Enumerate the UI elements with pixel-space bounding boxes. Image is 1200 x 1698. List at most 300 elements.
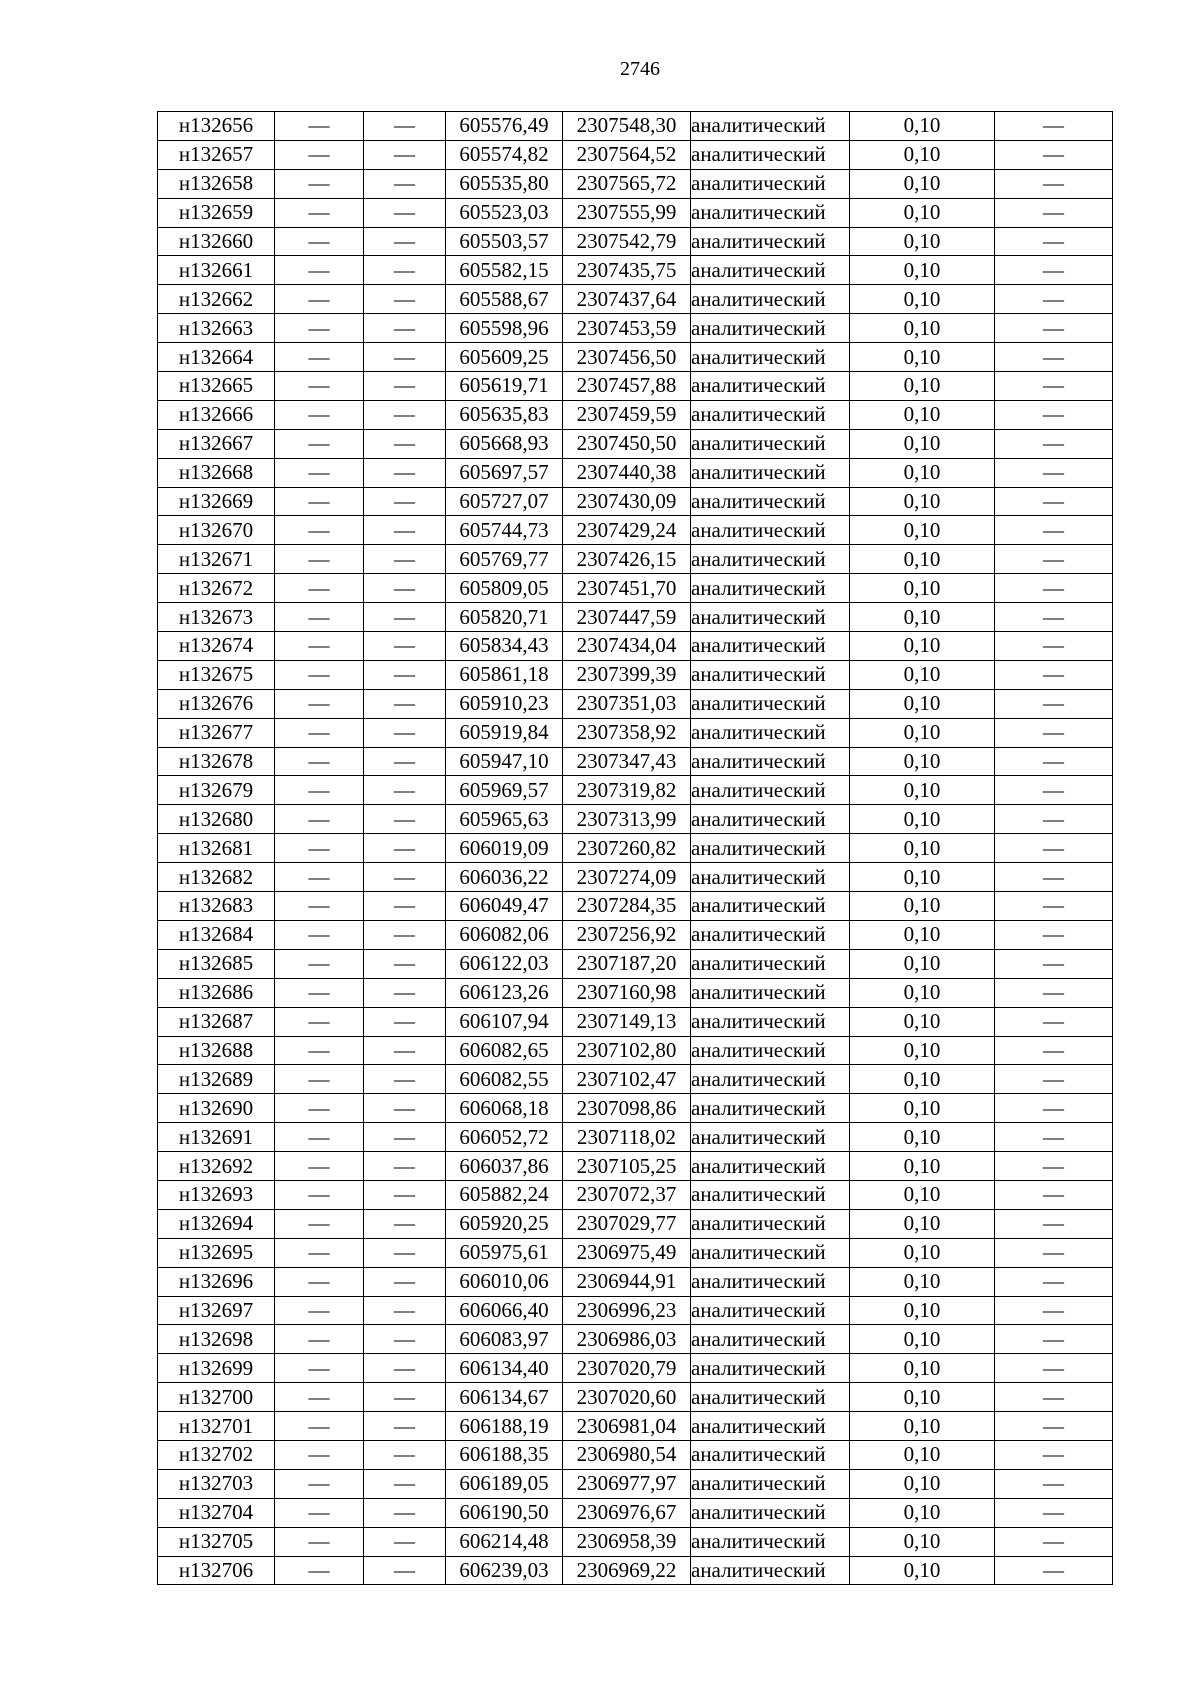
table-row bbox=[158, 314, 1113, 343]
dash-cell: — bbox=[275, 1007, 364, 1036]
dash-cell: — bbox=[364, 747, 446, 776]
y-coordinate-cell: 2307020,60 bbox=[563, 1383, 691, 1412]
y-coordinate-cell: 2307102,80 bbox=[563, 1036, 691, 1065]
method-cell: аналитический bbox=[691, 1094, 850, 1123]
point-name-cell: н132674 bbox=[158, 632, 275, 661]
y-coordinate-cell: 2307260,82 bbox=[563, 834, 691, 863]
dash-cell: — bbox=[275, 1383, 364, 1412]
dash-cell: — bbox=[364, 892, 446, 921]
x-coordinate-cell: 606107,94 bbox=[446, 1007, 563, 1036]
y-coordinate-cell: 2307456,50 bbox=[563, 343, 691, 372]
dash-cell: — bbox=[995, 1296, 1113, 1325]
x-coordinate-cell: 605919,84 bbox=[446, 718, 563, 747]
method-cell: аналитический bbox=[691, 1065, 850, 1094]
dash-cell: — bbox=[995, 776, 1113, 805]
point-name-cell: н132659 bbox=[158, 198, 275, 227]
point-name-cell: н132699 bbox=[158, 1354, 275, 1383]
accuracy-cell: 0,10 bbox=[850, 429, 995, 458]
dash-cell: — bbox=[364, 545, 446, 574]
dash-cell: — bbox=[275, 805, 364, 834]
dash-cell: — bbox=[364, 1180, 446, 1209]
method-cell: аналитический bbox=[691, 372, 850, 401]
table-row bbox=[158, 1007, 1113, 1036]
table-row bbox=[158, 776, 1113, 805]
method-cell: аналитический bbox=[691, 1123, 850, 1152]
table-row bbox=[158, 112, 1113, 141]
point-name-cell: н132662 bbox=[158, 285, 275, 314]
point-name-cell: н132656 bbox=[158, 112, 275, 141]
table-row bbox=[158, 892, 1113, 921]
table-row bbox=[158, 1123, 1113, 1152]
accuracy-cell: 0,10 bbox=[850, 718, 995, 747]
x-coordinate-cell: 606122,03 bbox=[446, 949, 563, 978]
table-row bbox=[158, 198, 1113, 227]
x-coordinate-cell: 606082,06 bbox=[446, 920, 563, 949]
method-cell: аналитический bbox=[691, 718, 850, 747]
y-coordinate-cell: 2307437,64 bbox=[563, 285, 691, 314]
point-name-cell: н132676 bbox=[158, 689, 275, 718]
x-coordinate-cell: 605809,05 bbox=[446, 574, 563, 603]
dash-cell: — bbox=[275, 1065, 364, 1094]
point-name-cell: н132660 bbox=[158, 227, 275, 256]
method-cell: аналитический bbox=[691, 1556, 850, 1585]
method-cell: аналитический bbox=[691, 1267, 850, 1296]
dash-cell: — bbox=[364, 1296, 446, 1325]
y-coordinate-cell: 2307548,30 bbox=[563, 112, 691, 141]
point-name-cell: н132692 bbox=[158, 1152, 275, 1181]
y-coordinate-cell: 2306976,67 bbox=[563, 1498, 691, 1527]
accuracy-cell: 0,10 bbox=[850, 112, 995, 141]
accuracy-cell: 0,10 bbox=[850, 978, 995, 1007]
point-name-cell: н132665 bbox=[158, 372, 275, 401]
accuracy-cell: 0,10 bbox=[850, 632, 995, 661]
x-coordinate-cell: 605882,24 bbox=[446, 1180, 563, 1209]
accuracy-cell: 0,10 bbox=[850, 574, 995, 603]
dash-cell: — bbox=[364, 776, 446, 805]
dash-cell: — bbox=[275, 545, 364, 574]
accuracy-cell: 0,10 bbox=[850, 1267, 995, 1296]
y-coordinate-cell: 2307351,03 bbox=[563, 689, 691, 718]
accuracy-cell: 0,10 bbox=[850, 1527, 995, 1556]
x-coordinate-cell: 605619,71 bbox=[446, 372, 563, 401]
dash-cell: — bbox=[275, 314, 364, 343]
dash-cell: — bbox=[995, 1238, 1113, 1267]
table-row bbox=[158, 1296, 1113, 1325]
point-name-cell: н132661 bbox=[158, 256, 275, 285]
method-cell: аналитический bbox=[691, 1469, 850, 1498]
dash-cell: — bbox=[995, 1383, 1113, 1412]
dash-cell: — bbox=[364, 1354, 446, 1383]
method-cell: аналитический bbox=[691, 1007, 850, 1036]
accuracy-cell: 0,10 bbox=[850, 314, 995, 343]
method-cell: аналитический bbox=[691, 1152, 850, 1181]
method-cell: аналитический bbox=[691, 892, 850, 921]
y-coordinate-cell: 2307426,15 bbox=[563, 545, 691, 574]
point-name-cell: н132701 bbox=[158, 1412, 275, 1441]
y-coordinate-cell: 2307313,99 bbox=[563, 805, 691, 834]
y-coordinate-cell: 2307098,86 bbox=[563, 1094, 691, 1123]
x-coordinate-cell: 606190,50 bbox=[446, 1498, 563, 1527]
y-coordinate-cell: 2307187,20 bbox=[563, 949, 691, 978]
method-cell: аналитический bbox=[691, 1180, 850, 1209]
coordinates-table bbox=[157, 111, 1113, 1585]
table-row bbox=[158, 978, 1113, 1007]
point-name-cell: н132663 bbox=[158, 314, 275, 343]
dash-cell: — bbox=[275, 227, 364, 256]
accuracy-cell: 0,10 bbox=[850, 487, 995, 516]
table-row bbox=[158, 285, 1113, 314]
dash-cell: — bbox=[364, 1209, 446, 1238]
point-name-cell: н132671 bbox=[158, 545, 275, 574]
dash-cell: — bbox=[275, 1267, 364, 1296]
method-cell: аналитический bbox=[691, 603, 850, 632]
dash-cell: — bbox=[364, 834, 446, 863]
x-coordinate-cell: 605727,07 bbox=[446, 487, 563, 516]
y-coordinate-cell: 2307256,92 bbox=[563, 920, 691, 949]
accuracy-cell: 0,10 bbox=[850, 660, 995, 689]
method-cell: аналитический bbox=[691, 256, 850, 285]
accuracy-cell: 0,10 bbox=[850, 747, 995, 776]
dash-cell: — bbox=[995, 603, 1113, 632]
accuracy-cell: 0,10 bbox=[850, 545, 995, 574]
point-name-cell: н132681 bbox=[158, 834, 275, 863]
method-cell: аналитический bbox=[691, 285, 850, 314]
x-coordinate-cell: 605834,43 bbox=[446, 632, 563, 661]
point-name-cell: н132704 bbox=[158, 1498, 275, 1527]
x-coordinate-cell: 606010,06 bbox=[446, 1267, 563, 1296]
method-cell: аналитический bbox=[691, 574, 850, 603]
x-coordinate-cell: 605582,15 bbox=[446, 256, 563, 285]
y-coordinate-cell: 2307020,79 bbox=[563, 1354, 691, 1383]
table-row bbox=[158, 920, 1113, 949]
table-row bbox=[158, 863, 1113, 892]
dash-cell: — bbox=[995, 863, 1113, 892]
x-coordinate-cell: 606036,22 bbox=[446, 863, 563, 892]
table-row bbox=[158, 718, 1113, 747]
dash-cell: — bbox=[995, 400, 1113, 429]
method-cell: аналитический bbox=[691, 660, 850, 689]
point-name-cell: н132669 bbox=[158, 487, 275, 516]
x-coordinate-cell: 605965,63 bbox=[446, 805, 563, 834]
method-cell: аналитический bbox=[691, 689, 850, 718]
table-row bbox=[158, 1383, 1113, 1412]
accuracy-cell: 0,10 bbox=[850, 343, 995, 372]
dash-cell: — bbox=[364, 1094, 446, 1123]
y-coordinate-cell: 2306975,49 bbox=[563, 1238, 691, 1267]
method-cell: аналитический bbox=[691, 834, 850, 863]
point-name-cell: н132687 bbox=[158, 1007, 275, 1036]
dash-cell: — bbox=[364, 343, 446, 372]
dash-cell: — bbox=[364, 1065, 446, 1094]
dash-cell: — bbox=[364, 978, 446, 1007]
y-coordinate-cell: 2307274,09 bbox=[563, 863, 691, 892]
x-coordinate-cell: 605576,49 bbox=[446, 112, 563, 141]
dash-cell: — bbox=[364, 487, 446, 516]
dash-cell: — bbox=[995, 1325, 1113, 1354]
dash-cell: — bbox=[995, 1267, 1113, 1296]
dash-cell: — bbox=[995, 372, 1113, 401]
accuracy-cell: 0,10 bbox=[850, 516, 995, 545]
point-name-cell: н132695 bbox=[158, 1238, 275, 1267]
x-coordinate-cell: 606052,72 bbox=[446, 1123, 563, 1152]
dash-cell: — bbox=[275, 372, 364, 401]
dash-cell: — bbox=[275, 1123, 364, 1152]
table-row bbox=[158, 1556, 1113, 1585]
x-coordinate-cell: 606134,67 bbox=[446, 1383, 563, 1412]
point-name-cell: н132667 bbox=[158, 429, 275, 458]
dash-cell: — bbox=[364, 458, 446, 487]
dash-cell: — bbox=[995, 314, 1113, 343]
dash-cell: — bbox=[275, 343, 364, 372]
accuracy-cell: 0,10 bbox=[850, 1354, 995, 1383]
dash-cell: — bbox=[364, 805, 446, 834]
dash-cell: — bbox=[995, 632, 1113, 661]
dash-cell: — bbox=[364, 1498, 446, 1527]
y-coordinate-cell: 2307429,24 bbox=[563, 516, 691, 545]
accuracy-cell: 0,10 bbox=[850, 227, 995, 256]
accuracy-cell: 0,10 bbox=[850, 1209, 995, 1238]
table-row bbox=[158, 1440, 1113, 1469]
dash-cell: — bbox=[275, 1469, 364, 1498]
point-name-cell: н132682 bbox=[158, 863, 275, 892]
dash-cell: — bbox=[995, 978, 1113, 1007]
table-row bbox=[158, 1469, 1113, 1498]
accuracy-cell: 0,10 bbox=[850, 458, 995, 487]
dash-cell: — bbox=[995, 1556, 1113, 1585]
method-cell: аналитический bbox=[691, 487, 850, 516]
y-coordinate-cell: 2307347,43 bbox=[563, 747, 691, 776]
x-coordinate-cell: 606123,26 bbox=[446, 978, 563, 1007]
point-name-cell: н132694 bbox=[158, 1209, 275, 1238]
point-name-cell: н132684 bbox=[158, 920, 275, 949]
table-row bbox=[158, 1325, 1113, 1354]
method-cell: аналитический bbox=[691, 1383, 850, 1412]
point-name-cell: н132657 bbox=[158, 140, 275, 169]
accuracy-cell: 0,10 bbox=[850, 892, 995, 921]
dash-cell: — bbox=[364, 1007, 446, 1036]
x-coordinate-cell: 605609,25 bbox=[446, 343, 563, 372]
dash-cell: — bbox=[275, 1238, 364, 1267]
dash-cell: — bbox=[275, 1440, 364, 1469]
point-name-cell: н132689 bbox=[158, 1065, 275, 1094]
point-name-cell: н132698 bbox=[158, 1325, 275, 1354]
dash-cell: — bbox=[364, 429, 446, 458]
point-name-cell: н132697 bbox=[158, 1296, 275, 1325]
x-coordinate-cell: 606049,47 bbox=[446, 892, 563, 921]
method-cell: аналитический bbox=[691, 1498, 850, 1527]
dash-cell: — bbox=[275, 285, 364, 314]
x-coordinate-cell: 605635,83 bbox=[446, 400, 563, 429]
dash-cell: — bbox=[364, 1152, 446, 1181]
dash-cell: — bbox=[275, 1152, 364, 1181]
point-name-cell: н132702 bbox=[158, 1440, 275, 1469]
dash-cell: — bbox=[275, 1527, 364, 1556]
table-row bbox=[158, 1412, 1113, 1441]
y-coordinate-cell: 2307459,59 bbox=[563, 400, 691, 429]
x-coordinate-cell: 606188,19 bbox=[446, 1412, 563, 1441]
dash-cell: — bbox=[995, 805, 1113, 834]
dash-cell: — bbox=[275, 1325, 364, 1354]
accuracy-cell: 0,10 bbox=[850, 1498, 995, 1527]
dash-cell: — bbox=[995, 1036, 1113, 1065]
x-coordinate-cell: 605975,61 bbox=[446, 1238, 563, 1267]
dash-cell: — bbox=[364, 1412, 446, 1441]
dash-cell: — bbox=[275, 1094, 364, 1123]
dash-cell: — bbox=[364, 1267, 446, 1296]
dash-cell: — bbox=[364, 603, 446, 632]
x-coordinate-cell: 606068,18 bbox=[446, 1094, 563, 1123]
dash-cell: — bbox=[275, 603, 364, 632]
dash-cell: — bbox=[364, 1036, 446, 1065]
y-coordinate-cell: 2307565,72 bbox=[563, 169, 691, 198]
dash-cell: — bbox=[995, 256, 1113, 285]
dash-cell: — bbox=[364, 1527, 446, 1556]
point-name-cell: н132693 bbox=[158, 1180, 275, 1209]
accuracy-cell: 0,10 bbox=[850, 776, 995, 805]
accuracy-cell: 0,10 bbox=[850, 1065, 995, 1094]
dash-cell: — bbox=[364, 1238, 446, 1267]
dash-cell: — bbox=[995, 169, 1113, 198]
method-cell: аналитический bbox=[691, 429, 850, 458]
x-coordinate-cell: 606082,65 bbox=[446, 1036, 563, 1065]
dash-cell: — bbox=[995, 285, 1113, 314]
x-coordinate-cell: 605861,18 bbox=[446, 660, 563, 689]
y-coordinate-cell: 2307555,99 bbox=[563, 198, 691, 227]
dash-cell: — bbox=[275, 400, 364, 429]
dash-cell: — bbox=[995, 718, 1113, 747]
point-name-cell: н132664 bbox=[158, 343, 275, 372]
table-body bbox=[158, 112, 1113, 1585]
dash-cell: — bbox=[275, 1412, 364, 1441]
accuracy-cell: 0,10 bbox=[850, 1296, 995, 1325]
accuracy-cell: 0,10 bbox=[850, 400, 995, 429]
method-cell: аналитический bbox=[691, 1412, 850, 1441]
dash-cell: — bbox=[275, 1498, 364, 1527]
x-coordinate-cell: 605588,67 bbox=[446, 285, 563, 314]
accuracy-cell: 0,10 bbox=[850, 949, 995, 978]
method-cell: аналитический bbox=[691, 863, 850, 892]
dash-cell: — bbox=[995, 1065, 1113, 1094]
point-name-cell: н132690 bbox=[158, 1094, 275, 1123]
accuracy-cell: 0,10 bbox=[850, 1094, 995, 1123]
x-coordinate-cell: 606134,40 bbox=[446, 1354, 563, 1383]
dash-cell: — bbox=[364, 256, 446, 285]
accuracy-cell: 0,10 bbox=[850, 1238, 995, 1267]
y-coordinate-cell: 2307029,77 bbox=[563, 1209, 691, 1238]
x-coordinate-cell: 605535,80 bbox=[446, 169, 563, 198]
dash-cell: — bbox=[995, 660, 1113, 689]
dash-cell: — bbox=[995, 892, 1113, 921]
dash-cell: — bbox=[275, 1354, 364, 1383]
dash-cell: — bbox=[364, 1440, 446, 1469]
y-coordinate-cell: 2307434,04 bbox=[563, 632, 691, 661]
method-cell: аналитический bbox=[691, 776, 850, 805]
point-name-cell: н132670 bbox=[158, 516, 275, 545]
table-row bbox=[158, 1180, 1113, 1209]
x-coordinate-cell: 606189,05 bbox=[446, 1469, 563, 1498]
table-row bbox=[158, 256, 1113, 285]
x-coordinate-cell: 605697,57 bbox=[446, 458, 563, 487]
method-cell: аналитический bbox=[691, 1036, 850, 1065]
dash-cell: — bbox=[995, 343, 1113, 372]
y-coordinate-cell: 2307440,38 bbox=[563, 458, 691, 487]
dash-cell: — bbox=[275, 140, 364, 169]
y-coordinate-cell: 2307072,37 bbox=[563, 1180, 691, 1209]
dash-cell: — bbox=[275, 776, 364, 805]
x-coordinate-cell: 605503,57 bbox=[446, 227, 563, 256]
dash-cell: — bbox=[995, 834, 1113, 863]
x-coordinate-cell: 605574,82 bbox=[446, 140, 563, 169]
point-name-cell: н132680 bbox=[158, 805, 275, 834]
dash-cell: — bbox=[995, 1440, 1113, 1469]
accuracy-cell: 0,10 bbox=[850, 1440, 995, 1469]
method-cell: аналитический bbox=[691, 198, 850, 227]
y-coordinate-cell: 2307542,79 bbox=[563, 227, 691, 256]
point-name-cell: н132688 bbox=[158, 1036, 275, 1065]
point-name-cell: н132696 bbox=[158, 1267, 275, 1296]
dash-cell: — bbox=[275, 1556, 364, 1585]
method-cell: аналитический bbox=[691, 1527, 850, 1556]
dash-cell: — bbox=[995, 1123, 1113, 1152]
table-row bbox=[158, 372, 1113, 401]
dash-cell: — bbox=[275, 747, 364, 776]
dash-cell: — bbox=[995, 458, 1113, 487]
accuracy-cell: 0,10 bbox=[850, 1412, 995, 1441]
x-coordinate-cell: 605744,73 bbox=[446, 516, 563, 545]
x-coordinate-cell: 606214,48 bbox=[446, 1527, 563, 1556]
y-coordinate-cell: 2307435,75 bbox=[563, 256, 691, 285]
dash-cell: — bbox=[364, 863, 446, 892]
dash-cell: — bbox=[275, 256, 364, 285]
dash-cell: — bbox=[364, 920, 446, 949]
table-row bbox=[158, 1498, 1113, 1527]
dash-cell: — bbox=[275, 892, 364, 921]
dash-cell: — bbox=[364, 718, 446, 747]
accuracy-cell: 0,10 bbox=[850, 920, 995, 949]
y-coordinate-cell: 2307149,13 bbox=[563, 1007, 691, 1036]
dash-cell: — bbox=[995, 487, 1113, 516]
dash-cell: — bbox=[364, 949, 446, 978]
point-name-cell: н132658 bbox=[158, 169, 275, 198]
dash-cell: — bbox=[995, 1007, 1113, 1036]
x-coordinate-cell: 605920,25 bbox=[446, 1209, 563, 1238]
dash-cell: — bbox=[275, 1209, 364, 1238]
dash-cell: — bbox=[275, 978, 364, 1007]
point-name-cell: н132679 bbox=[158, 776, 275, 805]
method-cell: аналитический bbox=[691, 1354, 850, 1383]
dash-cell: — bbox=[275, 487, 364, 516]
y-coordinate-cell: 2307564,52 bbox=[563, 140, 691, 169]
point-name-cell: н132686 bbox=[158, 978, 275, 1007]
dash-cell: — bbox=[275, 863, 364, 892]
table-row bbox=[158, 1267, 1113, 1296]
dash-cell: — bbox=[275, 920, 364, 949]
y-coordinate-cell: 2307105,25 bbox=[563, 1152, 691, 1181]
point-name-cell: н132685 bbox=[158, 949, 275, 978]
dash-cell: — bbox=[995, 545, 1113, 574]
x-coordinate-cell: 605820,71 bbox=[446, 603, 563, 632]
table-row bbox=[158, 343, 1113, 372]
y-coordinate-cell: 2307430,09 bbox=[563, 487, 691, 516]
dash-cell: — bbox=[275, 949, 364, 978]
x-coordinate-cell: 605969,57 bbox=[446, 776, 563, 805]
point-name-cell: н132675 bbox=[158, 660, 275, 689]
y-coordinate-cell: 2307451,70 bbox=[563, 574, 691, 603]
accuracy-cell: 0,10 bbox=[850, 372, 995, 401]
y-coordinate-cell: 2306986,03 bbox=[563, 1325, 691, 1354]
dash-cell: — bbox=[995, 1412, 1113, 1441]
point-name-cell: н132672 bbox=[158, 574, 275, 603]
